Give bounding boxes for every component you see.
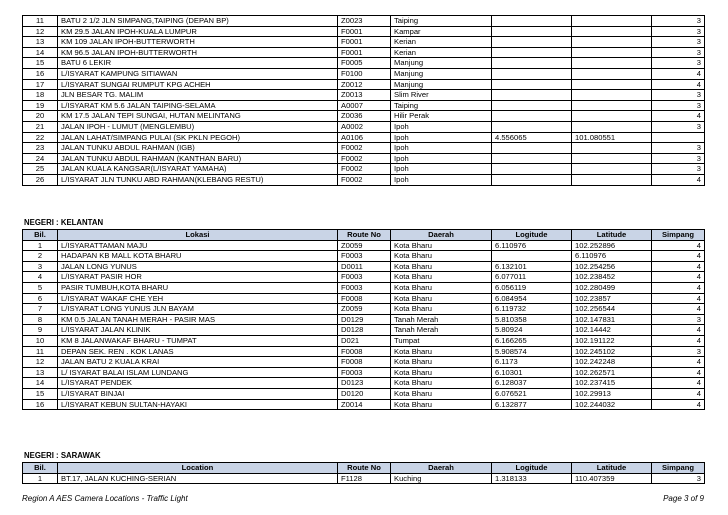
- daerah-cell: Kota Bharu: [391, 272, 492, 283]
- simpang-cell: 3: [652, 164, 705, 175]
- latitude-cell: 101.080551: [572, 132, 652, 143]
- simpang-cell: 4: [652, 325, 705, 336]
- bil-cell: 5: [23, 282, 58, 293]
- longitude-cell: [492, 90, 572, 101]
- location-cell: BT.17, JALAN KUCHING-SERIAN: [58, 473, 338, 484]
- latitude-cell: [572, 90, 652, 101]
- daerah-cell: Kota Bharu: [391, 282, 492, 293]
- location-cell: KM 17.5 JALAN TEPI SUNGAI, HUTAN MELINTANG: [58, 111, 338, 122]
- simpang-cell: 4: [652, 251, 705, 262]
- latitude-cell: 102.280499: [572, 282, 652, 293]
- bil-cell: 11: [23, 16, 58, 27]
- simpang-cell: 3: [652, 26, 705, 37]
- daerah-cell: Kota Bharu: [391, 357, 492, 368]
- table-row: [23, 164, 705, 175]
- simpang-cell: 4: [652, 304, 705, 315]
- route-no-cell: F0003: [338, 367, 391, 378]
- route-no-cell: F1128: [338, 473, 391, 484]
- longitude-cell: 5.810358: [492, 314, 572, 325]
- simpang-cell: 4: [652, 282, 705, 293]
- route-no-cell: Z0023: [338, 16, 391, 27]
- location-cell: L/ISYARAT BINJAI: [58, 388, 338, 399]
- route-no-cell: F0003: [338, 282, 391, 293]
- footer-document-title: Region A AES Camera Locations - Traffic Light: [22, 494, 188, 503]
- bil-cell: 20: [23, 111, 58, 122]
- bil-cell: 14: [23, 378, 58, 389]
- simpang-cell: 3: [652, 16, 705, 27]
- latitude-cell: 102.14442: [572, 325, 652, 336]
- longitude-cell: 4.556065: [492, 132, 572, 143]
- route-no-cell: F0003: [338, 251, 391, 262]
- simpang-cell: 3: [652, 346, 705, 357]
- latitude-cell: 102.242248: [572, 357, 652, 368]
- simpang-cell: 4: [652, 272, 705, 283]
- location-cell: BATU 2 1/2 JLN SIMPANG,TAIPING (DEPAN BP): [58, 16, 338, 27]
- location-cell: L/ISYARAT LONG YUNUS JLN BAYAM: [58, 304, 338, 315]
- longitude-cell: 6.076521: [492, 388, 572, 399]
- location-cell: KM 96.5 JALAN IPOH-BUTTERWORTH: [58, 47, 338, 58]
- table-row: [23, 58, 705, 69]
- table-row: [23, 132, 705, 143]
- location-cell: DEPAN SEK. REN . KOK LANAS: [58, 346, 338, 357]
- longitude-cell: 1.318133: [492, 473, 572, 484]
- table-row: [23, 240, 705, 251]
- latitude-cell: 102.29913: [572, 388, 652, 399]
- route-no-cell: Z0013: [338, 90, 391, 101]
- table-row: [23, 261, 705, 272]
- longitude-header: Logitude: [492, 230, 572, 241]
- daerah-cell: Taiping: [391, 100, 492, 111]
- bil-cell: 1: [23, 240, 58, 251]
- bil-cell: 13: [23, 37, 58, 48]
- table-row: [23, 121, 705, 132]
- longitude-cell: 6.077011: [492, 272, 572, 283]
- longitude-cell: [492, 251, 572, 262]
- bil-cell: 17: [23, 79, 58, 90]
- latitude-cell: 102.256544: [572, 304, 652, 315]
- route-no-cell: A0002: [338, 121, 391, 132]
- bil-cell: 3: [23, 261, 58, 272]
- longitude-cell: 6.132877: [492, 399, 572, 410]
- longitude-cell: 5.80924: [492, 325, 572, 336]
- table-row: [23, 16, 705, 27]
- location-cell: JALAN KUALA KANGSAR(L/ISYARAT YAMAHA): [58, 164, 338, 175]
- table-row: [23, 314, 705, 325]
- longitude-cell: [492, 174, 572, 185]
- bil-cell: 15: [23, 58, 58, 69]
- table-row: [23, 143, 705, 154]
- latitude-cell: 102.244032: [572, 399, 652, 410]
- bil-cell: 22: [23, 132, 58, 143]
- daerah-cell: Slim River: [391, 90, 492, 101]
- bil-cell: 9: [23, 325, 58, 336]
- route-no-cell: F0002: [338, 164, 391, 175]
- location-cell: JALAN TUNKU ABDUL RAHMAN (KANTHAN BARU): [58, 153, 338, 164]
- bil-cell: 16: [23, 399, 58, 410]
- route-no-cell: Z0014: [338, 399, 391, 410]
- longitude-cell: 6.084954: [492, 293, 572, 304]
- daerah-cell: Hilir Perak: [391, 111, 492, 122]
- table-row: [23, 473, 705, 484]
- table-row: [23, 399, 705, 410]
- simpang-header: Simpang: [652, 463, 705, 474]
- longitude-cell: 6.132101: [492, 261, 572, 272]
- table-row: [23, 111, 705, 122]
- location-cell: JALAN IPOH - LUMUT (MENGLEMBU): [58, 121, 338, 132]
- location-cell: JALAN LAHAT/SIMPANG PULAI (SK PKLN PEGOH): [58, 132, 338, 143]
- daerah-cell: Kampar: [391, 26, 492, 37]
- daerah-cell: Ipoh: [391, 143, 492, 154]
- route-no-header: Route No: [338, 230, 391, 241]
- bil-cell: 14: [23, 47, 58, 58]
- longitude-cell: [492, 58, 572, 69]
- bil-cell: 8: [23, 314, 58, 325]
- longitude-cell: 6.166265: [492, 335, 572, 346]
- perak-table: [22, 15, 705, 186]
- simpang-cell: 4: [652, 261, 705, 272]
- latitude-cell: 102.23857: [572, 293, 652, 304]
- daerah-cell: Ipoh: [391, 164, 492, 175]
- simpang-cell: 4: [652, 79, 705, 90]
- table-row: [23, 357, 705, 368]
- longitude-cell: [492, 153, 572, 164]
- sarawak-section-title: NEGERI : SARAWAK: [24, 451, 101, 460]
- table-row: [23, 47, 705, 58]
- route-no-cell: F0003: [338, 272, 391, 283]
- daerah-cell: Ipoh: [391, 153, 492, 164]
- daerah-cell: Kota Bharu: [391, 261, 492, 272]
- location-cell: BATU 6 LEKIR: [58, 58, 338, 69]
- simpang-header: Simpang: [652, 230, 705, 241]
- latitude-cell: [572, 143, 652, 154]
- table-row: [23, 68, 705, 79]
- latitude-cell: [572, 79, 652, 90]
- bil-cell: 25: [23, 164, 58, 175]
- simpang-cell: 4: [652, 367, 705, 378]
- latitude-header: Latitude: [572, 463, 652, 474]
- table-row: [23, 272, 705, 283]
- simpang-cell: 3: [652, 143, 705, 154]
- bil-cell: 12: [23, 26, 58, 37]
- latitude-cell: 102.191122: [572, 335, 652, 346]
- daerah-cell: Manjung: [391, 79, 492, 90]
- longitude-header: Logitude: [492, 463, 572, 474]
- simpang-cell: 4: [652, 111, 705, 122]
- longitude-cell: [492, 164, 572, 175]
- location-cell: PASIR TUMBUH,KOTA BHARU: [58, 282, 338, 293]
- location-cell: L/ISYARAT JALAN KLINIK: [58, 325, 338, 336]
- simpang-cell: 3: [652, 58, 705, 69]
- route-no-cell: F0100: [338, 68, 391, 79]
- location-cell: L/ ISYARAT BALAI ISLAM LUNDANG: [58, 367, 338, 378]
- table-row: [23, 304, 705, 315]
- route-no-cell: F0008: [338, 357, 391, 368]
- simpang-cell: 3: [652, 121, 705, 132]
- longitude-cell: [492, 121, 572, 132]
- daerah-cell: Kerian: [391, 37, 492, 48]
- table-row: [23, 251, 705, 262]
- table-row: [23, 282, 705, 293]
- bil-header: Bil.: [23, 230, 58, 241]
- latitude-cell: [572, 58, 652, 69]
- bil-cell: 12: [23, 357, 58, 368]
- daerah-cell: Kuching: [391, 473, 492, 484]
- daerah-cell: Ipoh: [391, 132, 492, 143]
- daerah-header: Daerah: [391, 230, 492, 241]
- simpang-cell: 3: [652, 90, 705, 101]
- location-cell: KM 29.5 JALAN IPOH-KUALA LUMPUR: [58, 26, 338, 37]
- longitude-cell: 6.056119: [492, 282, 572, 293]
- bil-cell: 11: [23, 346, 58, 357]
- latitude-cell: 102.238452: [572, 272, 652, 283]
- simpang-cell: 4: [652, 293, 705, 304]
- bil-cell: 18: [23, 90, 58, 101]
- location-cell: HADAPAN KB MALL KOTA BHARU: [58, 251, 338, 262]
- daerah-header: Daerah: [391, 463, 492, 474]
- simpang-cell: 3: [652, 100, 705, 111]
- route-no-cell: F0001: [338, 37, 391, 48]
- longitude-cell: 6.119732: [492, 304, 572, 315]
- bil-cell: 6: [23, 293, 58, 304]
- route-no-cell: F0005: [338, 58, 391, 69]
- simpang-cell: 4: [652, 335, 705, 346]
- table-row: [23, 90, 705, 101]
- daerah-cell: Ipoh: [391, 174, 492, 185]
- longitude-cell: 6.128037: [492, 378, 572, 389]
- daerah-cell: Kota Bharu: [391, 251, 492, 262]
- longitude-cell: [492, 26, 572, 37]
- location-cell: JALAN LONG YUNUS: [58, 261, 338, 272]
- route-no-cell: D0011: [338, 261, 391, 272]
- location-cell: L/ISYARAT SUNGAI RUMPUT KPG ACHEH: [58, 79, 338, 90]
- bil-cell: 7: [23, 304, 58, 315]
- daerah-cell: Tanah Merah: [391, 325, 492, 336]
- latitude-cell: 102.147831: [572, 314, 652, 325]
- latitude-cell: 102.254256: [572, 261, 652, 272]
- longitude-cell: [492, 37, 572, 48]
- latitude-cell: [572, 121, 652, 132]
- table-row: [23, 26, 705, 37]
- location-cell: L/ISYARAT PASIR HOR: [58, 272, 338, 283]
- kelantan-table: [22, 229, 705, 410]
- latitude-cell: 102.245102: [572, 346, 652, 357]
- latitude-cell: [572, 111, 652, 122]
- latitude-cell: 110.407359: [572, 473, 652, 484]
- route-no-cell: Z0036: [338, 111, 391, 122]
- daerah-cell: Kota Bharu: [391, 304, 492, 315]
- daerah-cell: Kota Bharu: [391, 346, 492, 357]
- bil-cell: 1: [23, 473, 58, 484]
- bil-cell: 24: [23, 153, 58, 164]
- route-no-cell: D0128: [338, 325, 391, 336]
- route-no-header: Route No: [338, 463, 391, 474]
- latitude-cell: 102.237415: [572, 378, 652, 389]
- latitude-cell: [572, 153, 652, 164]
- longitude-cell: 5.908574: [492, 346, 572, 357]
- simpang-cell: [652, 132, 705, 143]
- table-row: [23, 378, 705, 389]
- simpang-cell: 3: [652, 47, 705, 58]
- latitude-cell: 6.110976: [572, 251, 652, 262]
- table-row: [23, 346, 705, 357]
- longitude-cell: [492, 100, 572, 111]
- route-no-cell: D0129: [338, 314, 391, 325]
- longitude-cell: 6.1173: [492, 357, 572, 368]
- latitude-cell: [572, 37, 652, 48]
- location-cell: KM 109 JALAN IPOH-BUTTERWORTH: [58, 37, 338, 48]
- daerah-cell: Kota Bharu: [391, 378, 492, 389]
- daerah-cell: Kota Bharu: [391, 240, 492, 251]
- simpang-cell: 4: [652, 399, 705, 410]
- bil-cell: 16: [23, 68, 58, 79]
- location-cell: KM 0.5 JALAN TANAH MERAH - PASIR MAS: [58, 314, 338, 325]
- simpang-cell: 3: [652, 473, 705, 484]
- bil-cell: 10: [23, 335, 58, 346]
- bil-cell: 21: [23, 121, 58, 132]
- daerah-cell: Kota Bharu: [391, 388, 492, 399]
- longitude-cell: [492, 16, 572, 27]
- latitude-cell: 102.262571: [572, 367, 652, 378]
- table-row: [23, 174, 705, 185]
- bil-header: Bil.: [23, 463, 58, 474]
- latitude-cell: [572, 68, 652, 79]
- table-row: [23, 37, 705, 48]
- daerah-cell: Kota Bharu: [391, 399, 492, 410]
- sarawak-table: [22, 462, 705, 484]
- daerah-cell: Tumpat: [391, 335, 492, 346]
- bil-cell: 4: [23, 272, 58, 283]
- simpang-cell: 4: [652, 388, 705, 399]
- location-cell: L/ISYARAT KEBUN SULTAN-HAYAKI: [58, 399, 338, 410]
- route-no-cell: F0002: [338, 143, 391, 154]
- route-no-cell: D021: [338, 335, 391, 346]
- daerah-cell: Tanah Merah: [391, 314, 492, 325]
- route-no-cell: A0106: [338, 132, 391, 143]
- location-header: Lokasi: [58, 230, 338, 241]
- longitude-cell: [492, 79, 572, 90]
- daerah-cell: Kota Bharu: [391, 293, 492, 304]
- daerah-cell: Ipoh: [391, 121, 492, 132]
- location-cell: JALAN BATU 2 KUALA KRAI: [58, 357, 338, 368]
- location-cell: L/ISYARAT WAKAF CHE YEH: [58, 293, 338, 304]
- location-cell: L/ISYARAT KAMPUNG SITIAWAN: [58, 68, 338, 79]
- simpang-cell: 4: [652, 174, 705, 185]
- latitude-cell: [572, 174, 652, 185]
- bil-cell: 13: [23, 367, 58, 378]
- route-no-cell: F0001: [338, 47, 391, 58]
- route-no-cell: F0002: [338, 153, 391, 164]
- table-row: [23, 153, 705, 164]
- daerah-cell: Manjung: [391, 68, 492, 79]
- location-cell: JALAN TUNKU ABDUL RAHMAN (IGB): [58, 143, 338, 154]
- bil-cell: 26: [23, 174, 58, 185]
- route-no-cell: F0008: [338, 293, 391, 304]
- simpang-cell: 4: [652, 357, 705, 368]
- daerah-cell: Kota Bharu: [391, 367, 492, 378]
- simpang-cell: 3: [652, 314, 705, 325]
- location-cell: L/ISYARAT KM 5.6 JALAN TAIPING-SELAMA: [58, 100, 338, 111]
- table-row: [23, 293, 705, 304]
- simpang-cell: 4: [652, 378, 705, 389]
- simpang-cell: 3: [652, 37, 705, 48]
- table-row: [23, 79, 705, 90]
- location-cell: L/ISYARATTAMAN MAJU: [58, 240, 338, 251]
- latitude-cell: 102.252896: [572, 240, 652, 251]
- table-row: [23, 325, 705, 336]
- location-header: Location: [58, 463, 338, 474]
- table-row: [23, 388, 705, 399]
- footer-page-number: Page 3 of 9: [663, 494, 704, 503]
- route-no-cell: A0007: [338, 100, 391, 111]
- route-no-cell: F0001: [338, 26, 391, 37]
- bil-cell: 19: [23, 100, 58, 111]
- route-no-cell: F0002: [338, 174, 391, 185]
- longitude-cell: [492, 68, 572, 79]
- daerah-cell: Kerian: [391, 47, 492, 58]
- longitude-cell: 6.110976: [492, 240, 572, 251]
- location-cell: KM 8 JALANWAKAF BHARU - TUMPAT: [58, 335, 338, 346]
- table-row: [23, 335, 705, 346]
- location-cell: L/ISYARAT PENDEK: [58, 378, 338, 389]
- daerah-cell: Taiping: [391, 16, 492, 27]
- route-no-cell: Z0059: [338, 240, 391, 251]
- simpang-cell: 4: [652, 68, 705, 79]
- table-row: [23, 100, 705, 111]
- bil-cell: 15: [23, 388, 58, 399]
- daerah-cell: Manjung: [391, 58, 492, 69]
- location-cell: JLN BESAR TG. MALIM: [58, 90, 338, 101]
- latitude-header: Latitude: [572, 230, 652, 241]
- longitude-cell: [492, 47, 572, 58]
- latitude-cell: [572, 47, 652, 58]
- route-no-cell: D0123: [338, 378, 391, 389]
- latitude-cell: [572, 16, 652, 27]
- latitude-cell: [572, 164, 652, 175]
- location-cell: L/ISYARAT JLN TUNKU ABD RAHMAN(KLEBANG RESTU): [58, 174, 338, 185]
- latitude-cell: [572, 100, 652, 111]
- longitude-cell: [492, 111, 572, 122]
- table-row: [23, 367, 705, 378]
- route-no-cell: F0008: [338, 346, 391, 357]
- longitude-cell: [492, 143, 572, 154]
- simpang-cell: 3: [652, 153, 705, 164]
- longitude-cell: 6.10301: [492, 367, 572, 378]
- bil-cell: 2: [23, 251, 58, 262]
- route-no-cell: D0120: [338, 388, 391, 399]
- latitude-cell: [572, 26, 652, 37]
- kelantan-section-title: NEGERI : KELANTAN: [24, 218, 104, 227]
- route-no-cell: Z0059: [338, 304, 391, 315]
- bil-cell: 23: [23, 143, 58, 154]
- simpang-cell: 4: [652, 240, 705, 251]
- route-no-cell: Z0012: [338, 79, 391, 90]
